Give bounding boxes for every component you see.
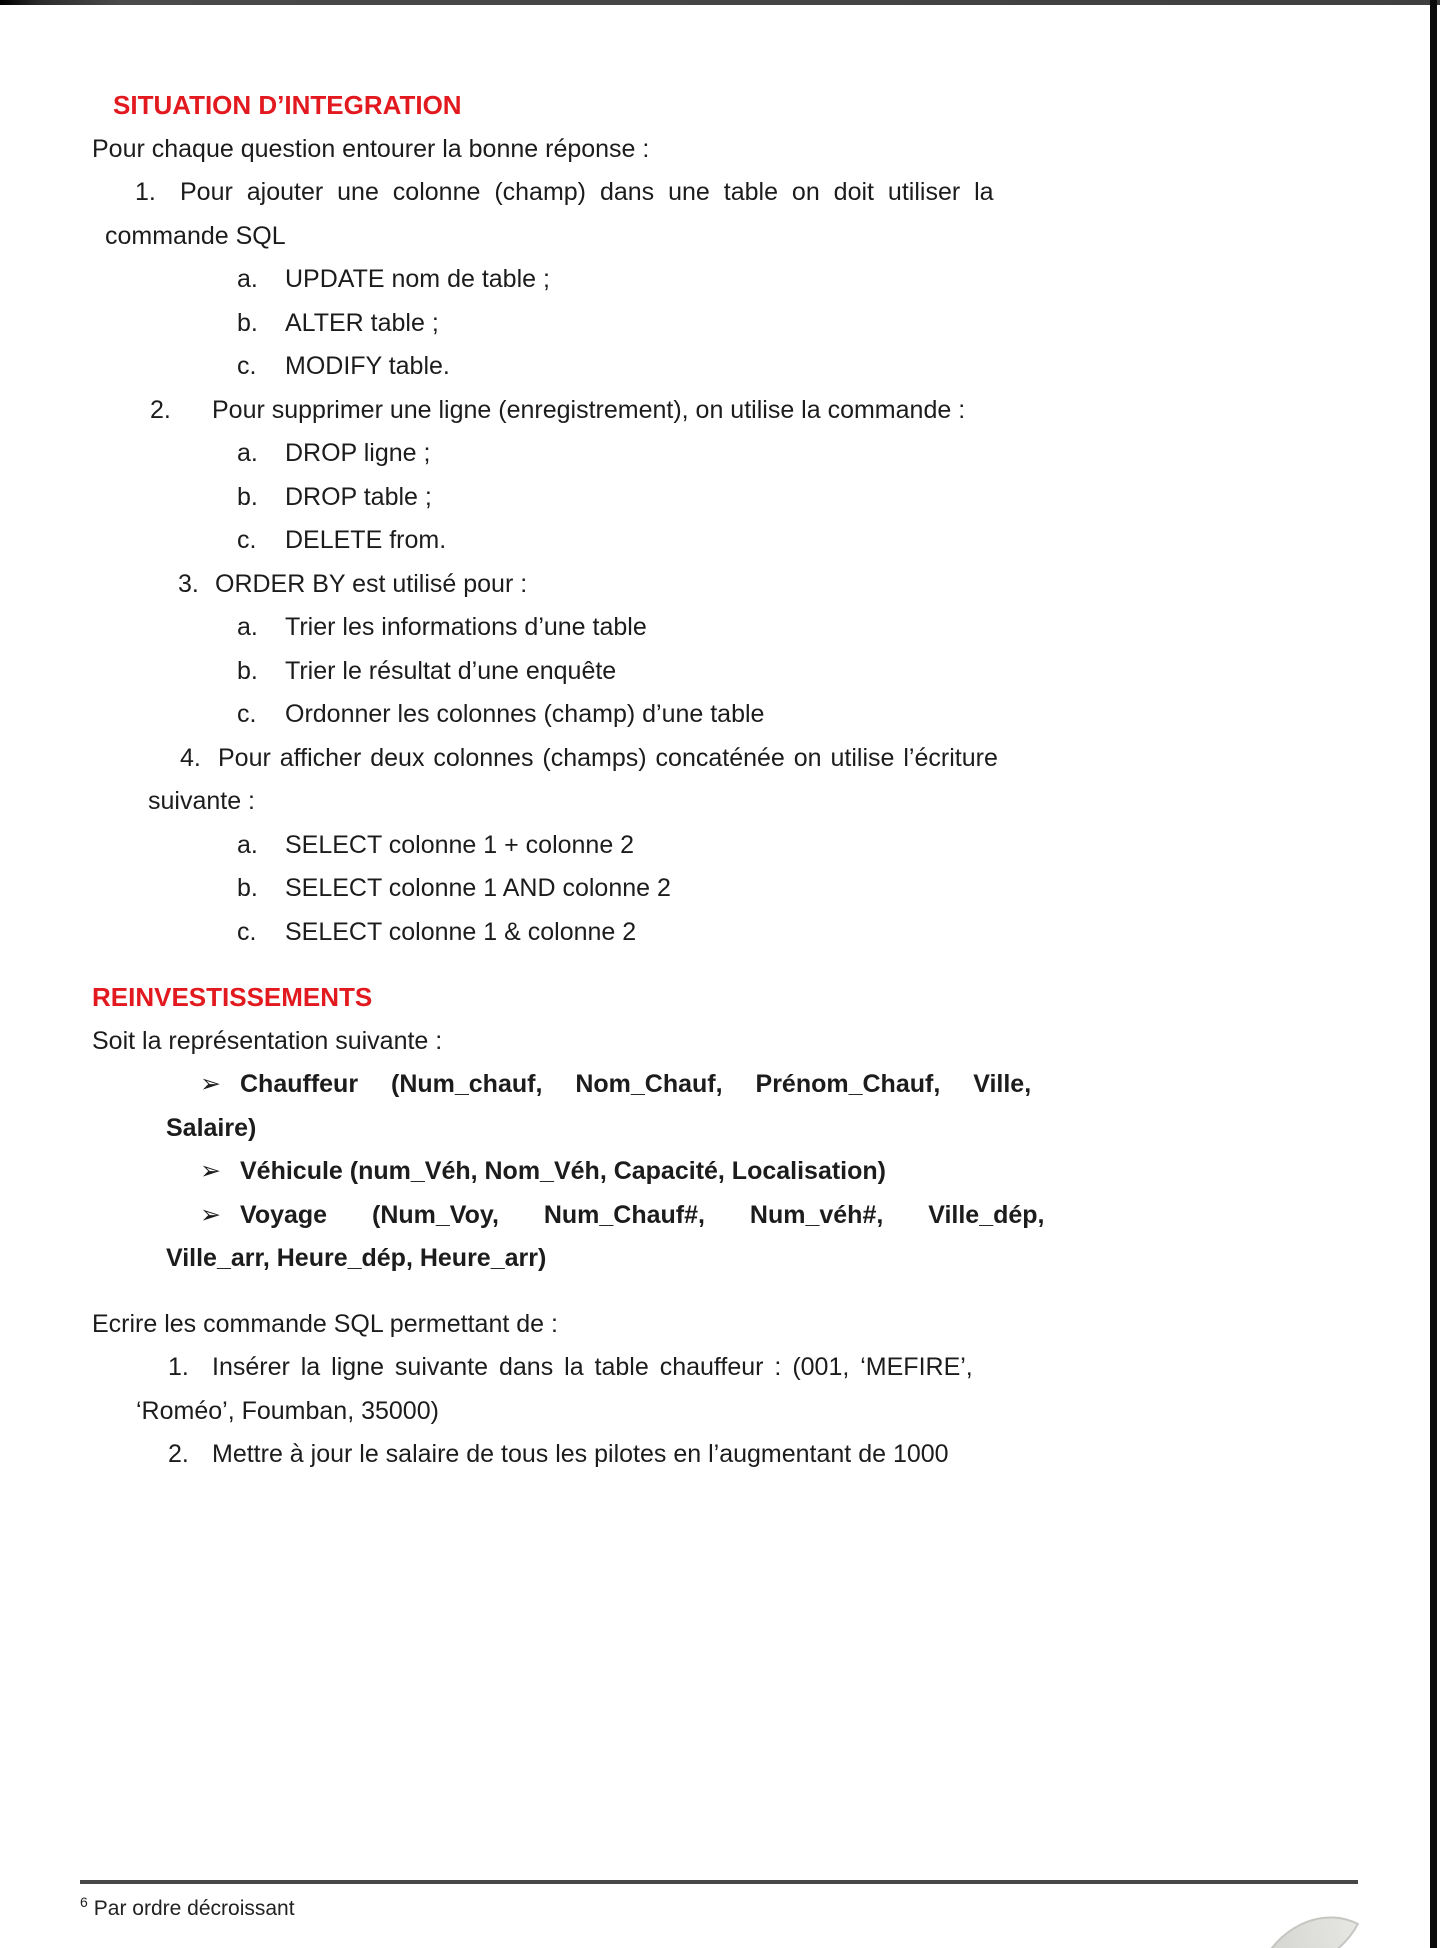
- option-3b: [92, 650, 1010, 694]
- relation-vehicule: [92, 1150, 1010, 1194]
- option-1a: [92, 258, 1010, 302]
- question-2-number: 2.: [150, 395, 171, 424]
- question-4-line-2: suivante :: [148, 787, 256, 815]
- option-4c: [92, 911, 1010, 955]
- option-4b: [92, 867, 1010, 911]
- footnote-text: Par ordre décroissant: [93, 1897, 295, 1920]
- option-3c-letter: c.: [237, 700, 257, 728]
- question-2-text: Pour supprimer une ligne (enregistrement), on utilise la commande :: [212, 395, 966, 424]
- option-2c-letter: c.: [237, 526, 257, 554]
- task-2-number: 2.: [168, 1440, 189, 1468]
- arrow-bullet-icon: ➢: [200, 1157, 221, 1185]
- option-1b: [92, 302, 1010, 346]
- question-1-number: 1.: [135, 178, 156, 206]
- tasks-intro: Ecrire les commande SQL permettant de :: [92, 1309, 558, 1338]
- question-4-text: Pour afficher deux colonnes (champs) concaténée on utilise l’écriture: [218, 743, 998, 772]
- relation-voyage-line-2: Ville_arr, Heure_dép, Heure_arr): [166, 1244, 547, 1272]
- option-2a-letter: a.: [237, 439, 258, 467]
- question-2-line-1: [92, 389, 1010, 433]
- task-1-text: Insérer la ligne suivante dans la table chauffeur : (001, ‘MEFIRE’,: [212, 1353, 973, 1381]
- option-1a-letter: a.: [237, 265, 258, 293]
- relation-voyage-line-1: [92, 1194, 1045, 1238]
- document-body: [92, 84, 1045, 1477]
- option-2a: [92, 432, 1010, 476]
- option-4b-letter: b.: [237, 874, 258, 902]
- relation-chauffeur-text: Chauffeur (Num_chauf, Nom_Chauf, Prénom_Chauf, Ville,: [240, 1070, 1032, 1098]
- question-1-line-1: [92, 171, 1010, 215]
- question-3-line-1: [92, 563, 1010, 607]
- option-4a: [92, 824, 1010, 868]
- task-1-number: 1.: [168, 1353, 189, 1381]
- question-1-text: Pour ajouter une colonne (champ) dans une table on doit utiliser la: [180, 178, 994, 206]
- reinvestissements-heading: REINVESTISSEMENTS: [92, 982, 373, 1012]
- option-2b: [92, 476, 1010, 520]
- footnote-marker: 6: [80, 1894, 88, 1910]
- option-1a-text: UPDATE nom de table ;: [285, 265, 550, 293]
- integration-heading: SITUATION D’INTEGRATION: [113, 90, 462, 120]
- option-4a-letter: a.: [237, 830, 258, 859]
- task-2-text: Mettre à jour le salaire de tous les pilotes en l’augmentant de 1000: [212, 1440, 949, 1468]
- relation-chauffeur-line-2: Salaire): [166, 1113, 257, 1142]
- option-1b-text: ALTER table ;: [285, 308, 439, 337]
- question-4-line-1: [92, 737, 1010, 781]
- question-3-text: ORDER BY est utilisé pour :: [215, 569, 528, 598]
- option-3b-text: Trier le résultat d’une enquête: [285, 656, 617, 685]
- relation-voyage-text: Voyage (Num_Voy, Num_Chauf#, Num_véh#, Ville_dép,: [240, 1200, 1045, 1229]
- option-3b-letter: b.: [237, 656, 258, 685]
- option-4b-text: SELECT colonne 1 AND colonne 2: [285, 874, 671, 902]
- question-1-line-2: commande SQL: [105, 221, 286, 250]
- option-1c-letter: c.: [237, 352, 257, 380]
- reinvestissements-intro: Soit la représentation suivante :: [92, 1026, 443, 1055]
- option-4c-letter: c.: [237, 917, 257, 946]
- relation-chauffeur-line-1: [92, 1063, 1032, 1107]
- option-2a-text: DROP ligne ;: [285, 439, 431, 467]
- option-2c-text: DELETE from.: [285, 526, 447, 554]
- footnote: [80, 1894, 295, 1921]
- option-3a: [92, 606, 1010, 650]
- option-2b-text: DROP table ;: [285, 482, 432, 511]
- option-3c-text: Ordonner les colonnes (champ) d’une table: [285, 700, 765, 728]
- option-3a-text: Trier les informations d’une table: [285, 613, 647, 641]
- option-4a-text: SELECT colonne 1 + colonne 2: [285, 830, 635, 859]
- question-3-number: 3.: [178, 569, 199, 598]
- task-1-line-1: [92, 1346, 1010, 1390]
- question-4-number: 4.: [180, 743, 201, 772]
- task-1-line-2: ‘Roméo’, Foumban, 35000): [136, 1396, 439, 1425]
- leaf-watermark: [1263, 1892, 1360, 1948]
- option-1c: [92, 345, 1010, 389]
- option-3c: [92, 693, 1010, 737]
- option-2b-letter: b.: [237, 482, 258, 511]
- integration-intro: Pour chaque question entourer la bonne réponse :: [92, 134, 650, 163]
- scan-top-edge: [0, 0, 1440, 5]
- arrow-bullet-icon: ➢: [200, 1070, 221, 1098]
- scan-right-edge: [1430, 0, 1437, 1948]
- option-3a-letter: a.: [237, 613, 258, 641]
- option-1b-letter: b.: [237, 308, 258, 337]
- relation-vehicule-text: Véhicule (num_Véh, Nom_Véh, Capacité, Localisation): [240, 1157, 886, 1185]
- option-1c-text: MODIFY table.: [285, 352, 450, 380]
- task-2-line-1: [92, 1433, 1010, 1477]
- footnote-separator: [80, 1880, 1358, 1884]
- arrow-bullet-icon: ➢: [200, 1200, 221, 1229]
- option-2c: [92, 519, 1010, 563]
- option-4c-text: SELECT colonne 1 & colonne 2: [285, 917, 637, 946]
